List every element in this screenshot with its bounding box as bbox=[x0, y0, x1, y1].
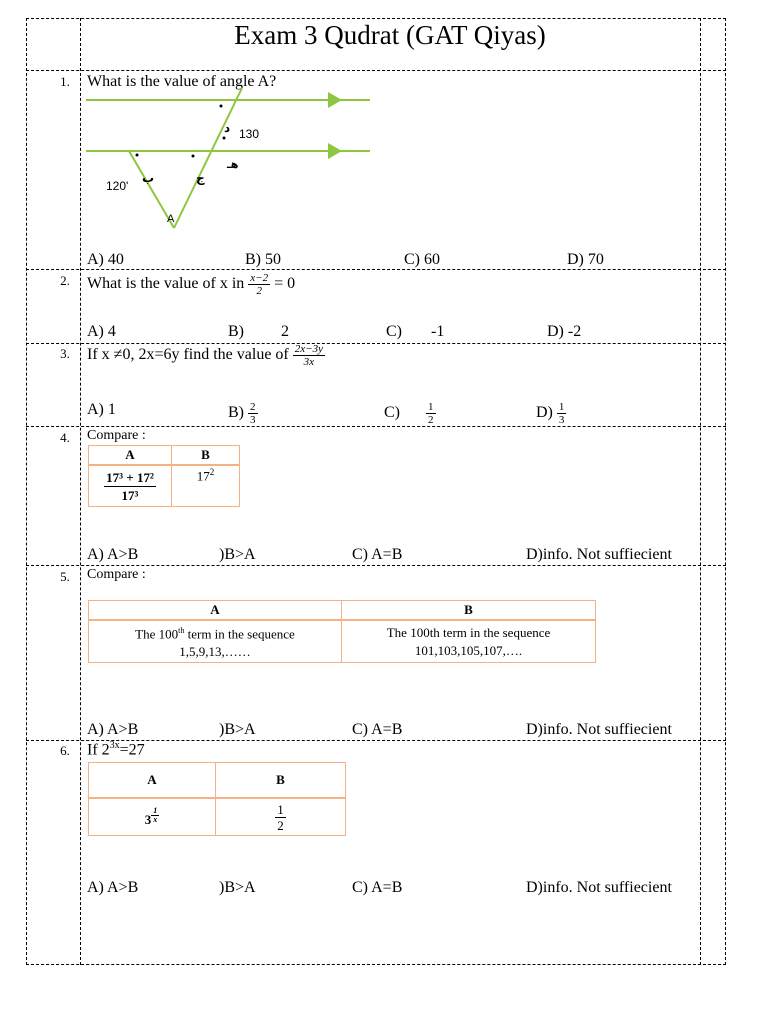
question-text-part: =27 bbox=[119, 741, 145, 759]
border-right-inner bbox=[700, 18, 701, 965]
option-d[interactable]: D)info. Not suffiecient bbox=[526, 546, 672, 563]
angle-letter: ب bbox=[142, 171, 155, 185]
fraction bbox=[248, 401, 258, 426]
option-a[interactable]: A) A>B bbox=[87, 879, 139, 896]
question-text: What is the value of angle A? bbox=[87, 73, 277, 90]
row-separator bbox=[26, 426, 726, 427]
compare-table bbox=[88, 445, 240, 507]
fraction bbox=[104, 469, 156, 504]
cell-a-base: 3 bbox=[144, 811, 152, 827]
column-b-header: B bbox=[216, 763, 346, 799]
fraction bbox=[557, 401, 567, 426]
column-divider bbox=[80, 18, 81, 965]
angle-letter: د bbox=[224, 121, 231, 135]
fraction-numerator: 1 bbox=[428, 401, 434, 413]
cell-a bbox=[89, 465, 172, 507]
option-a[interactable]: A) A>B bbox=[87, 546, 139, 563]
option-c-value[interactable]: -1 bbox=[431, 323, 445, 340]
cell-b-base: 17 bbox=[196, 468, 210, 484]
option-c[interactable]: C) A=B bbox=[352, 721, 403, 738]
cell-text: The 100th term in the sequence bbox=[386, 624, 551, 640]
option-d[interactable]: D)info. Not suffiecient bbox=[526, 721, 672, 738]
exam-sheet bbox=[26, 18, 726, 965]
option-c[interactable]: C) bbox=[386, 323, 402, 340]
question-number: 1. bbox=[60, 74, 70, 89]
option-c[interactable]: C) 60 bbox=[404, 251, 440, 268]
question-text-part: If x ≠0, 2x=6y find the value of bbox=[87, 346, 289, 364]
option-c[interactable] bbox=[384, 401, 436, 426]
compare-table bbox=[88, 600, 596, 663]
option-d[interactable] bbox=[536, 401, 566, 426]
angle-label: A bbox=[167, 213, 175, 225]
cell-text: 1,5,9,13,…… bbox=[179, 644, 251, 660]
option-d[interactable]: D) -2 bbox=[547, 323, 582, 340]
option-d[interactable]: D) 70 bbox=[567, 251, 604, 268]
option-b[interactable]: )B>A bbox=[219, 546, 256, 563]
question-number: 5. bbox=[60, 569, 70, 584]
row-separator bbox=[26, 70, 726, 71]
question-text-part: If 2 bbox=[87, 741, 110, 759]
option-label: D) bbox=[536, 404, 553, 422]
cell-b bbox=[172, 465, 240, 507]
question-exponent: 3x bbox=[109, 740, 120, 751]
fraction-numerator: 2 bbox=[250, 401, 256, 413]
question-number: 6. bbox=[60, 743, 70, 758]
parallel-lines-figure bbox=[84, 86, 384, 236]
fraction bbox=[426, 401, 436, 426]
angle-letter: هـ bbox=[227, 159, 239, 171]
border-bottom bbox=[26, 964, 726, 965]
fraction-denominator: 17³ bbox=[121, 487, 139, 503]
cell-b bbox=[342, 620, 596, 663]
page-title: Exam 3 Qudrat (GAT Qiyas) bbox=[234, 20, 546, 50]
question-text: Compare : bbox=[87, 428, 146, 443]
column-a-header: A bbox=[89, 763, 216, 799]
cell-b bbox=[216, 798, 346, 836]
question-text bbox=[87, 272, 295, 297]
fraction-denominator: 3 bbox=[250, 414, 256, 426]
fraction-numerator: 17³ + 17² bbox=[106, 469, 154, 485]
option-a[interactable]: A) 4 bbox=[87, 323, 116, 340]
option-a[interactable]: A) 40 bbox=[87, 251, 124, 268]
fraction bbox=[151, 807, 159, 824]
fraction-denominator: 2 bbox=[428, 414, 434, 426]
option-label: B) bbox=[228, 404, 244, 422]
border-right bbox=[725, 18, 726, 965]
question-text bbox=[87, 740, 145, 759]
fraction-denominator: x bbox=[153, 814, 158, 824]
cell-b-exponent: 2 bbox=[209, 467, 215, 477]
arrow-icon bbox=[328, 143, 342, 159]
fraction bbox=[248, 272, 270, 297]
fraction-denominator: 2 bbox=[277, 817, 284, 833]
option-a[interactable]: A) A>B bbox=[87, 721, 139, 738]
fraction-numerator: 2x−3y bbox=[294, 343, 323, 355]
fraction-numerator: x−2 bbox=[250, 272, 269, 284]
question-text-part: = 0 bbox=[274, 275, 296, 293]
question-text-part: What is the value of x in bbox=[87, 275, 245, 293]
row-separator bbox=[26, 269, 726, 270]
question-text: Compare : bbox=[87, 567, 146, 582]
fraction-numerator: 1 bbox=[153, 805, 158, 815]
option-b-value[interactable]: 2 bbox=[281, 323, 289, 340]
cell-text: The 100 bbox=[135, 626, 179, 642]
question-text bbox=[87, 343, 325, 368]
column-b-header: B bbox=[342, 601, 596, 621]
angle-label: 130 bbox=[239, 127, 260, 141]
fraction bbox=[275, 802, 286, 833]
option-label: C) bbox=[384, 404, 400, 422]
option-c[interactable]: C) A=B bbox=[352, 879, 403, 896]
compare-table bbox=[88, 762, 346, 836]
cell-text: 101,103,105,107,…. bbox=[414, 642, 523, 658]
option-d[interactable]: D)info. Not suffiecient bbox=[526, 879, 672, 896]
question-number: 4. bbox=[60, 430, 70, 445]
question-number: 2. bbox=[60, 273, 70, 288]
cell-superscript: th bbox=[178, 626, 185, 635]
question-number: 3. bbox=[60, 346, 70, 361]
option-b[interactable]: )B>A bbox=[219, 721, 256, 738]
border-top bbox=[26, 18, 726, 19]
option-a[interactable]: A) 1 bbox=[87, 401, 116, 418]
option-b[interactable] bbox=[228, 401, 258, 426]
option-b[interactable]: B) 50 bbox=[245, 251, 281, 268]
arrow-icon bbox=[328, 92, 342, 108]
angle-letter: ج bbox=[196, 171, 205, 185]
option-b[interactable]: )B>A bbox=[219, 879, 256, 896]
angle-label: 120' bbox=[106, 179, 129, 193]
row-separator bbox=[26, 565, 726, 566]
fraction-numerator: 1 bbox=[558, 401, 565, 413]
fraction-denominator: 3 bbox=[558, 414, 565, 426]
column-a-header: A bbox=[89, 446, 172, 466]
border-left bbox=[26, 18, 27, 965]
fraction-denominator: 2 bbox=[256, 285, 262, 297]
fraction-denominator: 3x bbox=[303, 356, 315, 368]
option-b[interactable]: B) bbox=[228, 323, 244, 340]
fraction bbox=[293, 343, 325, 368]
fraction-numerator: 1 bbox=[277, 801, 284, 817]
cell-a bbox=[89, 620, 342, 663]
cell-a bbox=[89, 798, 216, 836]
cell-text: term in the sequence bbox=[184, 626, 295, 642]
option-c[interactable]: C) A=B bbox=[352, 546, 403, 563]
column-a-header: A bbox=[89, 601, 342, 621]
column-b-header: B bbox=[172, 446, 240, 466]
transversal-line bbox=[174, 88, 242, 228]
